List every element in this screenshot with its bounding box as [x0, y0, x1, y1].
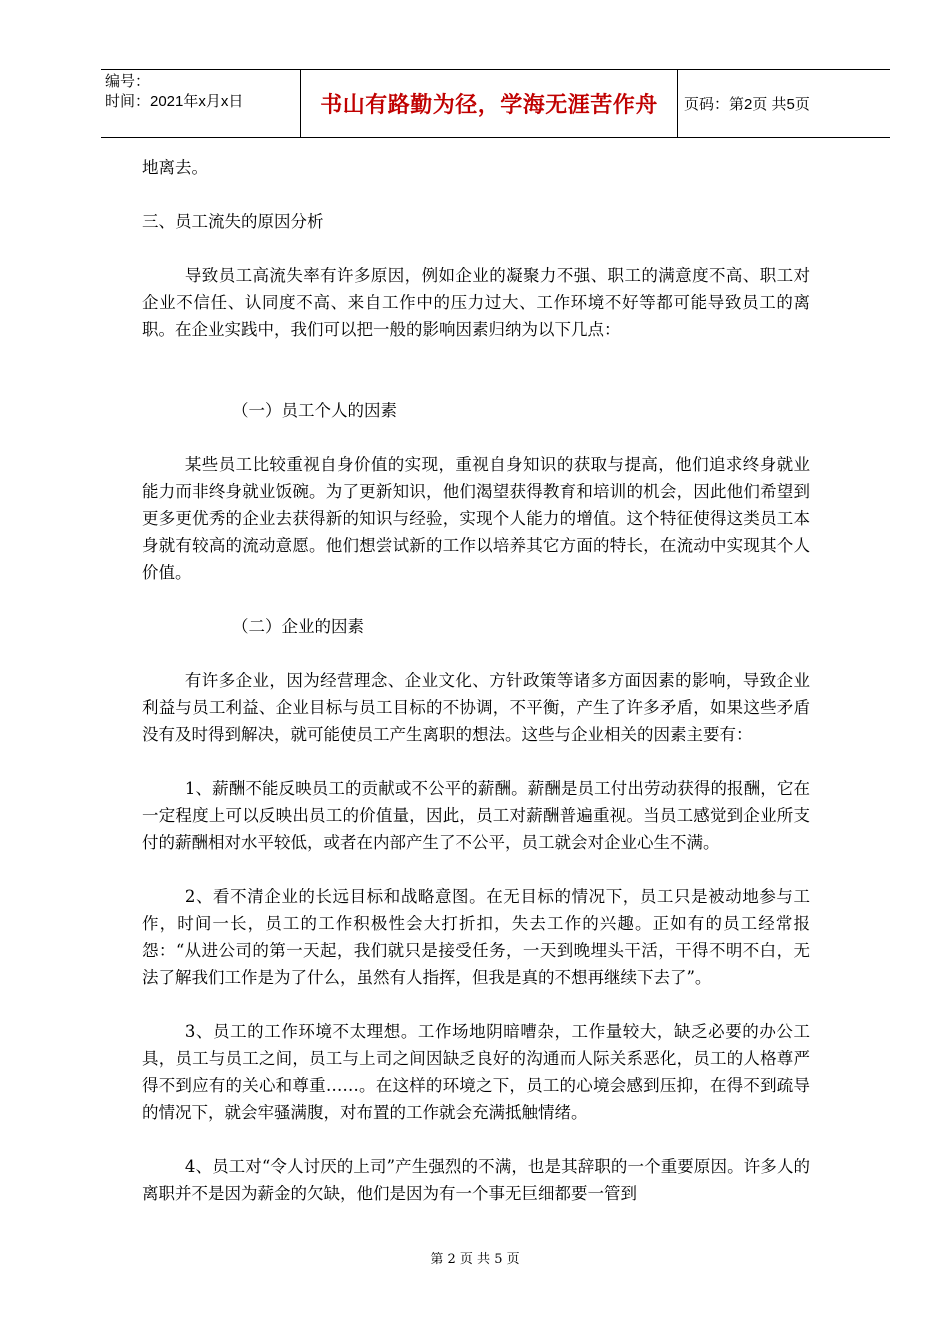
subsection-heading: （一）员工个人的因素: [232, 401, 397, 420]
paragraph: 有许多企业，因为经营理念、企业文化、方针政策等诸多方面因素的影响，导致企业利益与员工利益、企业目标与员工目标的不协调，不平衡，产生了许多矛盾，如果这些矛盾没有及时得到解决，就可能使员工产生离职的想法。这些与企业相关的因素主要有：: [142, 671, 810, 744]
paragraph: 某些员工比较重视自身价值的实现，重视自身知识的获取与提高，他们追求终身就业能力而非终身就业饭碗。为了更新知识，他们渴望获得教育和培训的机会，因此他们希望到更多更优秀的企业去获得新的知识与经验，实现个人能力的增值。这个特征使得这类员工本身就有较高的流动意愿。他们想尝试新的工作以培养其它方面的特长，在流动中实现其个人价值。: [142, 455, 810, 582]
paragraph: 1、薪酬不能反映员工的贡献或不公平的薪酬。薪酬是员工付出劳动获得的报酬，它在一定程度上可以反映出员工的价值量，因此，员工对薪酬普遍重视。当员工感觉到企业所支付的薪酬相对水平较低，或者在内部产生了不公平，员工就会对企业心生不满。: [142, 779, 810, 852]
page-footer: 第 2 页 共 5 页: [430, 1252, 520, 1267]
paragraph: 4、员工对“令人讨厌的上司”产生强烈的不满，也是其辞职的一个重要原因。许多人的离职并不是因为薪金的欠缺，他们是因为有一个事无巨细都要一管到: [142, 1157, 810, 1203]
header-meta: [101, 70, 301, 137]
section-heading: 三、员工流失的原因分析: [142, 212, 324, 231]
document-body: [142, 154, 810, 1207]
header-motto: 书山有路勤为径，学海无涯苦作舟: [301, 70, 678, 137]
header-page-info: 页码：第2页 共5页: [684, 96, 810, 113]
paragraph: 3、员工的工作环境不太理想。工作场地阴暗嘈杂，工作量较大，缺乏必要的办公工具，员工与员工之间，员工与上司之间因缺乏良好的沟通而人际关系恶化，员工的人格尊严得不到应有的关心和尊重……。在这样的环境之下，员工的心境会感到压抑，在得不到疏导的情况下，就会牢骚满腹，对布置的工作就会充满抵触情绪。: [142, 1022, 810, 1122]
paragraph: 2、看不清企业的长远目标和战略意图。在无目标的情况下，员工只是被动地参与工作，时间一长，员工的工作积极性会大打折扣，失去工作的兴趣。正如有的员工经常报怨：“从进公司的第一天起，我们就只是接受任务，一天到晚埋头干活，干得不明不白，无法了解我们工作是为了什么，虽然有人指挥，但我是真的不想再继续下去了”。: [142, 887, 810, 987]
page-header: [101, 69, 890, 138]
paragraph-continuation: 地离去。: [142, 158, 208, 177]
subsection-heading: （二）企业的因素: [232, 617, 364, 636]
document-time: 时间：2021年x月x日: [105, 93, 244, 110]
paragraph: 导致员工高流失率有许多原因，例如企业的凝聚力不强、职工的满意度不高、职工对企业不信任、认同度不高、来自工作中的压力过大、工作环境不好等都可能导致员工的离职。在企业实践中，我们可以把一般的影响因素归纳为以下几点：: [142, 266, 810, 339]
document-number: 编号：: [105, 73, 151, 90]
